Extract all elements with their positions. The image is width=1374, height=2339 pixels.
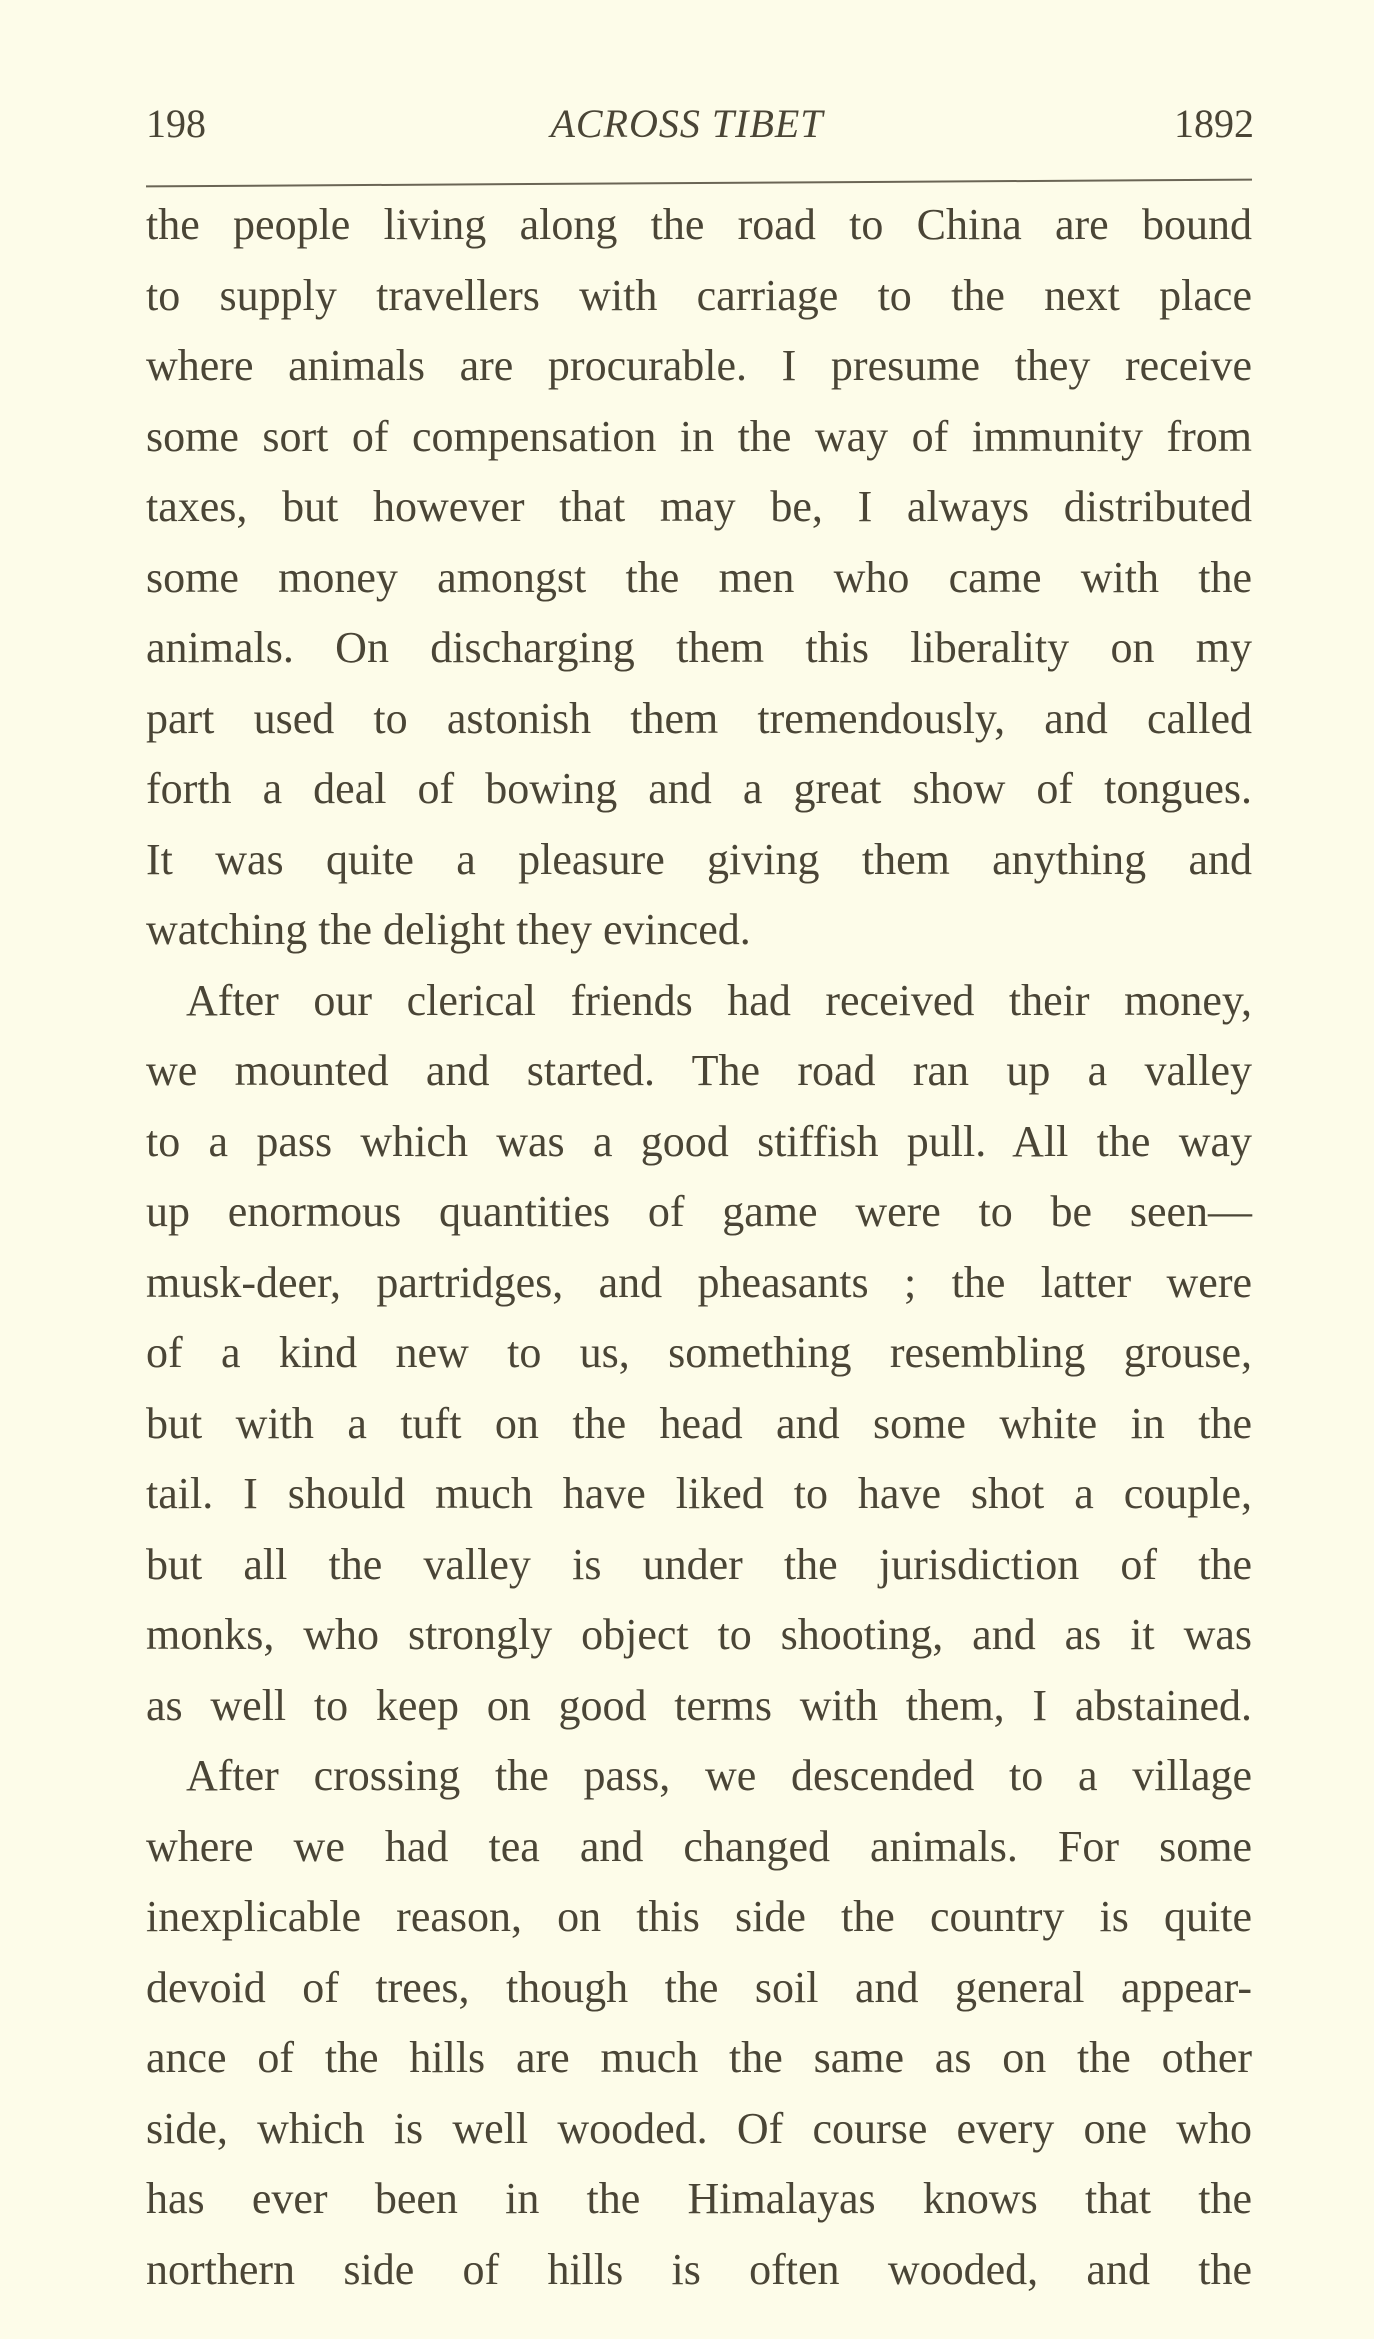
body-text <box>146 190 1252 2305</box>
text-line: watching the delight they evinced. <box>146 905 751 954</box>
running-title: ACROSS TIBET <box>550 101 824 146</box>
text-line: up enormous quantities of game were to be seen— <box>146 1187 1252 1236</box>
text-line: tail. I should much have liked to have shot a couple, <box>146 1469 1252 1518</box>
text-line: has ever been in the Himalayas knows that the <box>146 2174 1252 2223</box>
text-line: to supply travellers with carriage to the next place <box>146 270 1252 320</box>
text-line: where we had tea and changed animals. For some <box>146 1821 1252 1871</box>
text-line: we mounted and started. The road ran up a valley <box>146 1046 1252 1095</box>
text-line: After crossing the pass, we descended to a village <box>186 1751 1252 1800</box>
text-line: forth a deal of bowing and a great show of tongues. <box>146 764 1252 813</box>
text-line: taxes, but however that may be, I always distributed <box>146 482 1252 531</box>
text-line: side, which is well wooded. Of course every one who <box>146 2103 1252 2153</box>
text-line: inexplicable reason, on this side the country is quite <box>146 1892 1252 1941</box>
text-line: some sort of compensation in the way of immunity from <box>146 411 1252 461</box>
text-line: the people living along the road to China are bound <box>146 200 1252 249</box>
text-line: ance of the hills are much the same as on the other <box>146 2033 1252 2082</box>
text-line: to a pass which was a good stiffish pull. All the way <box>146 1116 1252 1166</box>
text-line: devoid of trees, though the soil and general appear- <box>146 1962 1252 2012</box>
text-line: where animals are procurable. I presume they receive <box>146 341 1252 390</box>
page-number: 198 <box>146 101 206 146</box>
text-line: animals. On discharging them this liberality on my <box>146 623 1252 672</box>
text-line: monks, who strongly object to shooting, and as it was <box>146 1610 1252 1659</box>
text-line: It was quite a pleasure giving them anything and <box>146 834 1252 884</box>
header-rule <box>146 179 1252 188</box>
text-line: northern side of hills is often wooded, and the <box>146 2244 1252 2294</box>
text-line: but with a tuft on the head and some white in the <box>146 1398 1252 1448</box>
text-line: musk-deer, partridges, and pheasants ; the latter were <box>146 1257 1252 1307</box>
text-line: After our clerical friends had received their money, <box>186 975 1252 1025</box>
text-line: some money amongst the men who came with the <box>146 552 1252 602</box>
text-line: but all the valley is under the jurisdiction of the <box>146 1539 1252 1589</box>
text-line: of a kind new to us, something resembling grouse, <box>146 1328 1252 1377</box>
text-line: as well to keep on good terms with them, I abstained. <box>146 1680 1252 1730</box>
text-line: part used to astonish them tremendously, and called <box>146 693 1252 743</box>
header-year: 1892 <box>1174 101 1254 146</box>
